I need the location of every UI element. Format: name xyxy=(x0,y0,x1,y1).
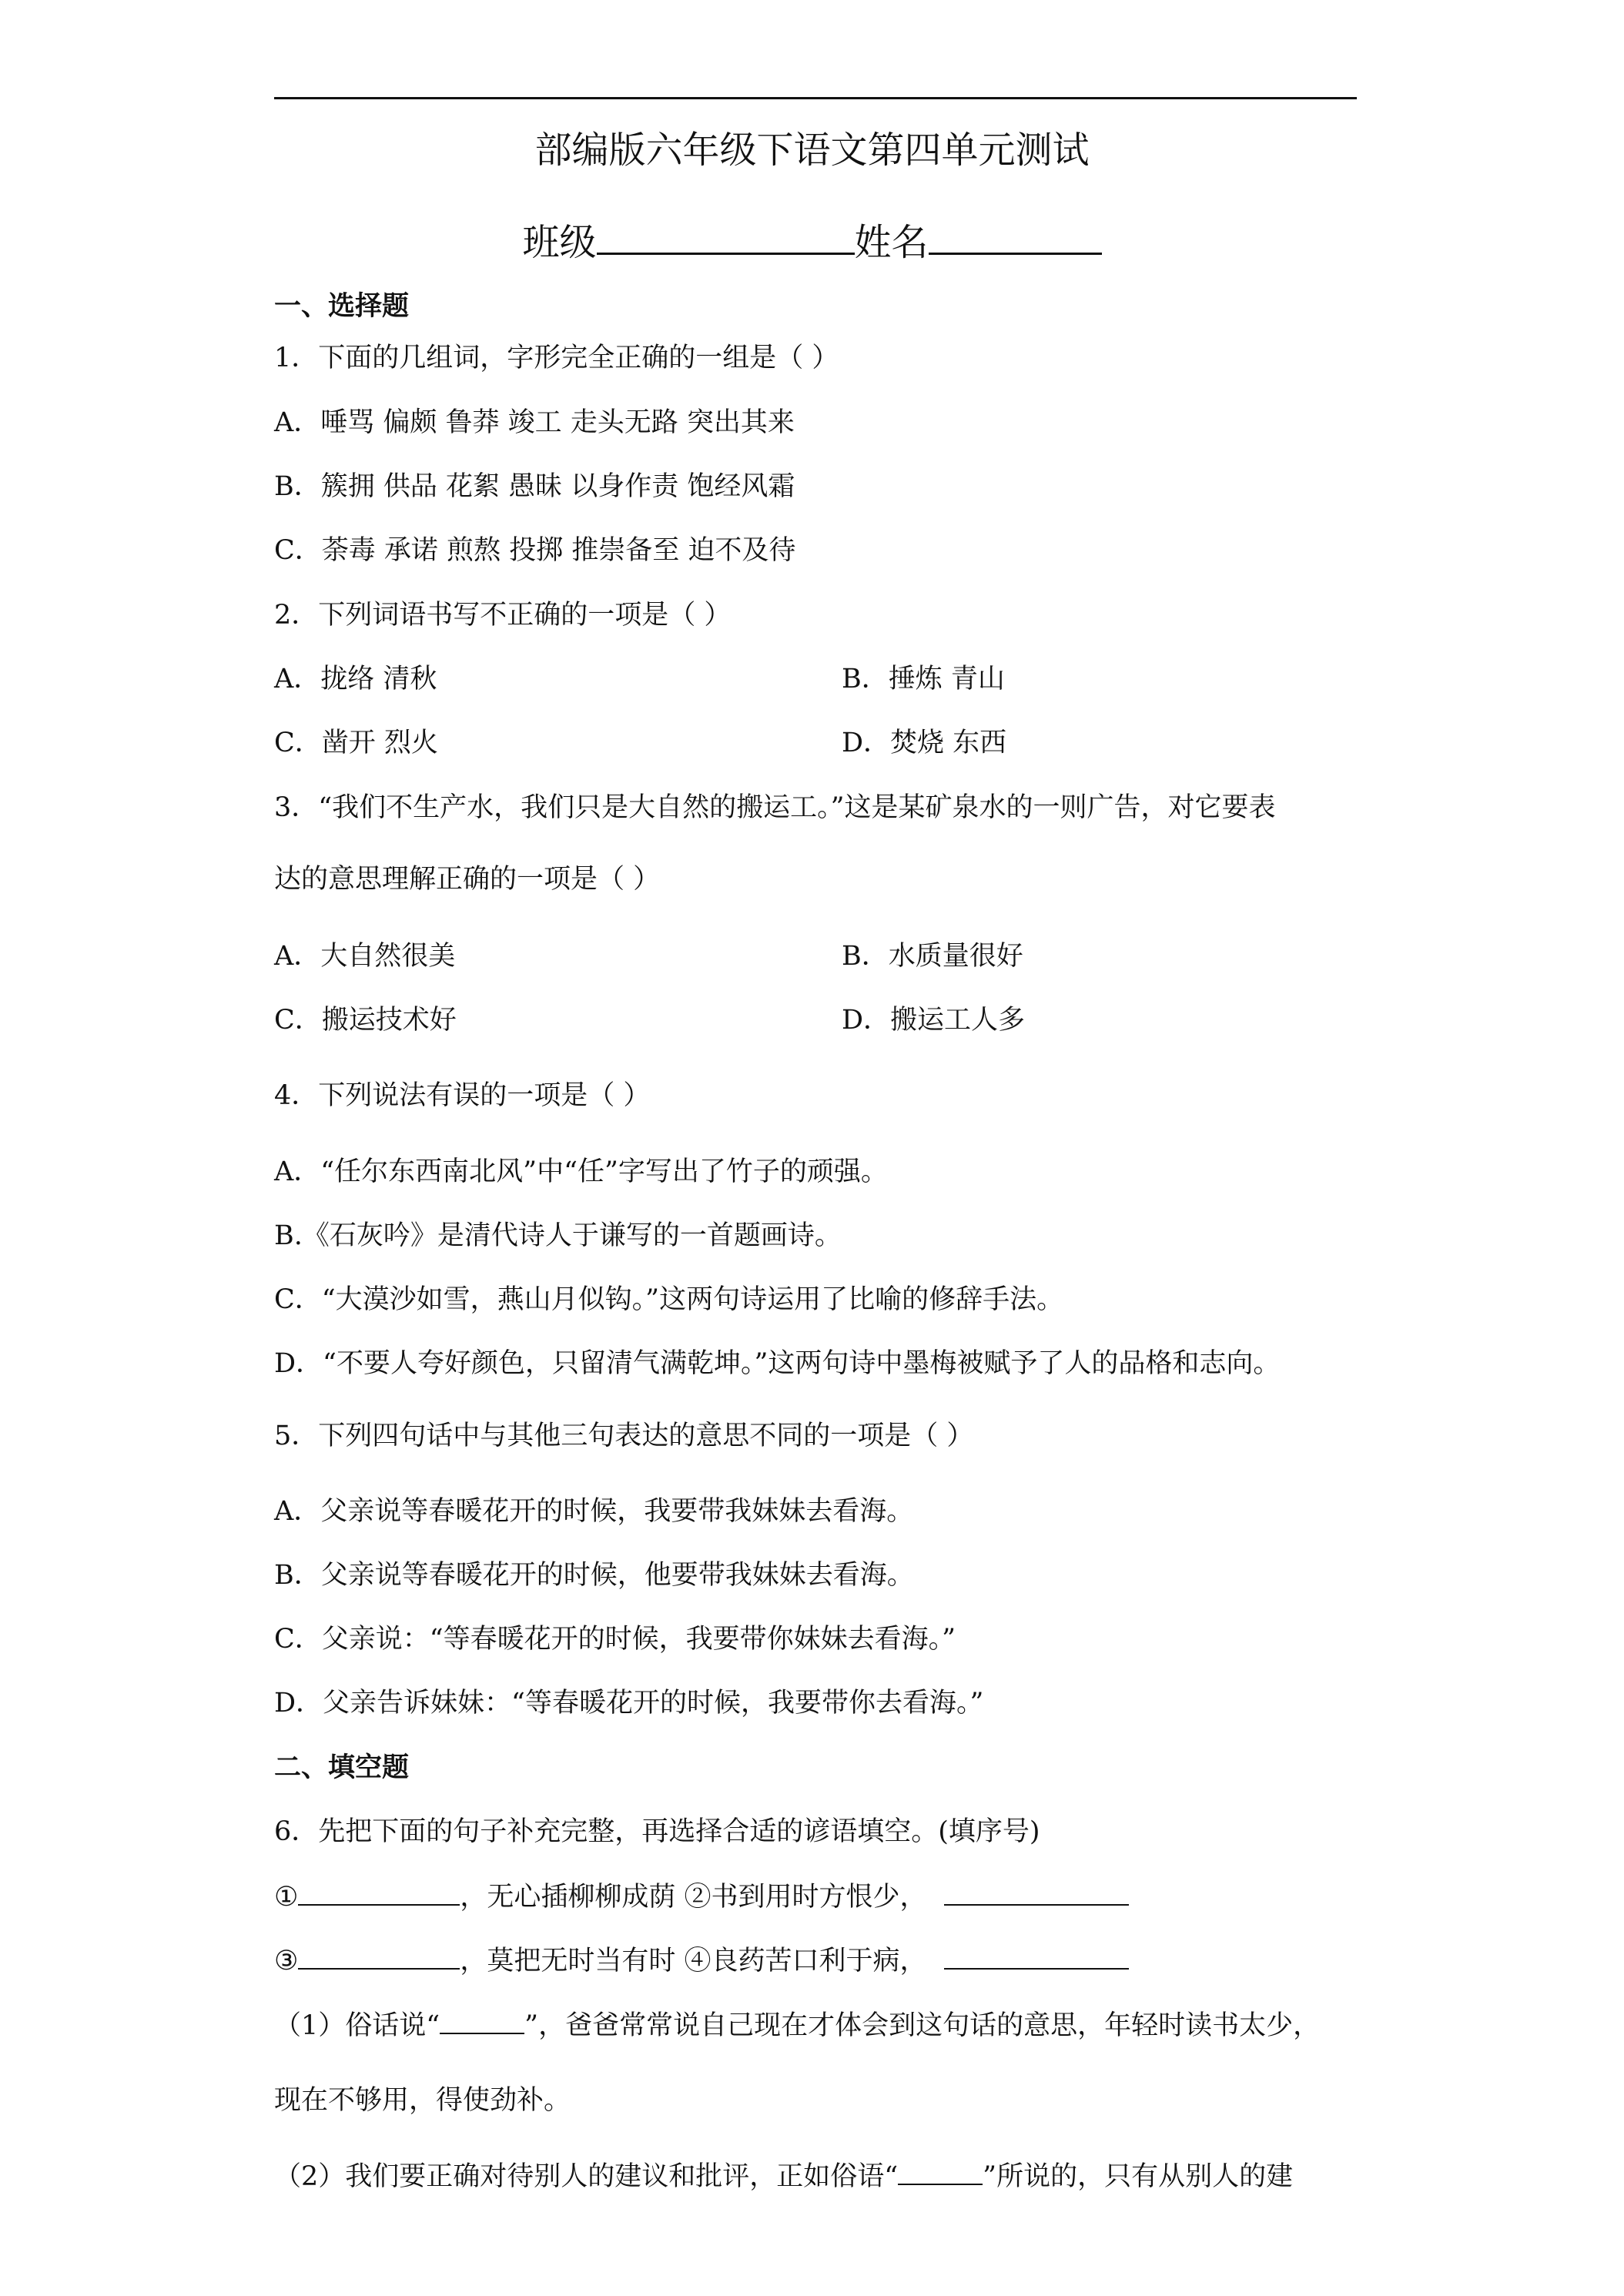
question-5-option-b[interactable]: B．父亲说等春暖花开的时候，他要带我妹妹去看海。 xyxy=(274,1560,914,1591)
proverb-1-blank[interactable] xyxy=(298,1876,460,1906)
question-4-option-d[interactable]: D．“不要人夸好颜色，只留清气满乾坤。”这两句诗中墨梅被赋予了人的品格和志向。 xyxy=(274,1348,1281,1379)
question-6-sentence-1 xyxy=(274,2005,1320,2045)
sentence-1-part-b: ”，爸爸常常说自己现在才体会到这句话的意思，年轻时读书太少， xyxy=(524,2010,1321,2041)
question-1-option-c[interactable]: C．荼毒 承诺 煎熬 投掷 推崇备至 迫不及待 xyxy=(274,535,796,566)
name-blank[interactable] xyxy=(929,213,1102,255)
question-5-option-d[interactable]: D．父亲告诉妹妹：“等春暖花开的时候，我要带你去看海。” xyxy=(274,1688,984,1719)
section-heading-fill: 二、填空题 xyxy=(274,1752,410,1783)
question-3-option-d[interactable]: D．搬运工人多 xyxy=(842,1005,1026,1036)
page-title: 部编版六年级下语文第四单元测试 xyxy=(534,129,1090,172)
question-4-option-c[interactable]: C．“大漠沙如雪，燕山月似钩。”这两句诗运用了比喻的修辞手法。 xyxy=(274,1284,1064,1315)
question-4-stem: 4．下列说法有误的一项是（ ） xyxy=(274,1080,651,1111)
question-6-proverb-row-2 xyxy=(274,1940,1129,1980)
proverb-1-marker: ① xyxy=(274,1882,299,1913)
question-6-proverb-row-1 xyxy=(274,1876,1129,1916)
question-4-option-a[interactable]: A．“任尔东西南北风”中“任”字写出了竹子的顽强。 xyxy=(274,1156,888,1187)
question-2-option-b[interactable]: B．捶炼 青山 xyxy=(842,664,1005,694)
question-2-option-c[interactable]: C．凿开 烈火 xyxy=(274,728,438,758)
question-4-option-b[interactable]: B.《石灰吟》是清代诗人于谦写的一首题画诗。 xyxy=(274,1220,842,1251)
question-1-option-a[interactable]: A．唾骂 偏颇 鲁莽 竣工 走头无路 突出其来 xyxy=(274,407,795,438)
question-5-option-a[interactable]: A．父亲说等春暖花开的时候，我要带我妹妹去看海。 xyxy=(274,1496,914,1527)
question-6-stem: 6．先把下面的句子补充完整，再选择合适的谚语填空。(填序号) xyxy=(274,1816,1040,1847)
sentence-1-blank[interactable] xyxy=(440,2005,524,2034)
question-3-option-a[interactable]: A．大自然很美 xyxy=(274,941,456,972)
proverb-3-blank[interactable] xyxy=(298,1940,460,1970)
sentence-2-part-a: （2）我们要正确对待别人的建议和批评，正如俗语“ xyxy=(274,2161,899,2192)
class-blank[interactable] xyxy=(597,213,855,255)
sentence-1-part-a: （1）俗话说“ xyxy=(274,2010,440,2041)
question-2-option-d[interactable]: D．焚烧 东西 xyxy=(842,728,1007,758)
question-3-stem-line1: 3．“我们不生产水，我们只是大自然的搬运工。”这是某矿泉水的一则广告，对它要表 xyxy=(274,792,1276,823)
question-2-option-a[interactable]: A．拢络 清秋 xyxy=(274,664,437,694)
question-6-sentence-1-continued: 现在不够用，得使劲补。 xyxy=(274,2085,571,2116)
question-1-option-b[interactable]: B．簇拥 供品 花絮 愚昧 以身作责 饱经风霜 xyxy=(274,471,795,502)
name-label: 姓名 xyxy=(854,221,929,264)
class-label: 班级 xyxy=(522,221,597,264)
question-6-sentence-2 xyxy=(274,2156,1293,2196)
sentence-2-blank[interactable] xyxy=(898,2156,983,2185)
question-3-option-c[interactable]: C．搬运技术好 xyxy=(274,1005,457,1036)
student-info-line xyxy=(0,213,1624,270)
top-rule xyxy=(274,97,1357,99)
question-3-stem-line2: 达的意思理解正确的一项是（ ） xyxy=(274,864,661,895)
question-5-stem: 5．下列四句话中与其他三句表达的意思不同的一项是（ ） xyxy=(274,1421,974,1451)
section-heading-choice: 一、选择题 xyxy=(274,291,410,322)
proverb-3-marker: ③ xyxy=(274,1946,299,1976)
question-1-stem: 1．下面的几组词，字形完全正确的一组是（ ） xyxy=(274,343,839,373)
sentence-2-part-b: ”所说的，只有从别人的建 xyxy=(983,2161,1294,2192)
proverb-row-2-text: ，莫把无时当有时 ④良药苦口利于病， xyxy=(460,1946,927,1976)
question-5-option-c[interactable]: C．父亲说：“等春暖花开的时候，我要带你妹妹去看海。” xyxy=(274,1624,956,1655)
proverb-4-blank[interactable] xyxy=(944,1940,1129,1970)
proverb-2-blank[interactable] xyxy=(944,1876,1129,1906)
proverb-row-1-text: ，无心插柳柳成荫 ②书到用时方恨少， xyxy=(460,1882,927,1913)
question-2-stem: 2．下列词语书写不正确的一项是（ ） xyxy=(274,600,732,631)
question-3-option-b[interactable]: B．水质量很好 xyxy=(842,941,1023,972)
